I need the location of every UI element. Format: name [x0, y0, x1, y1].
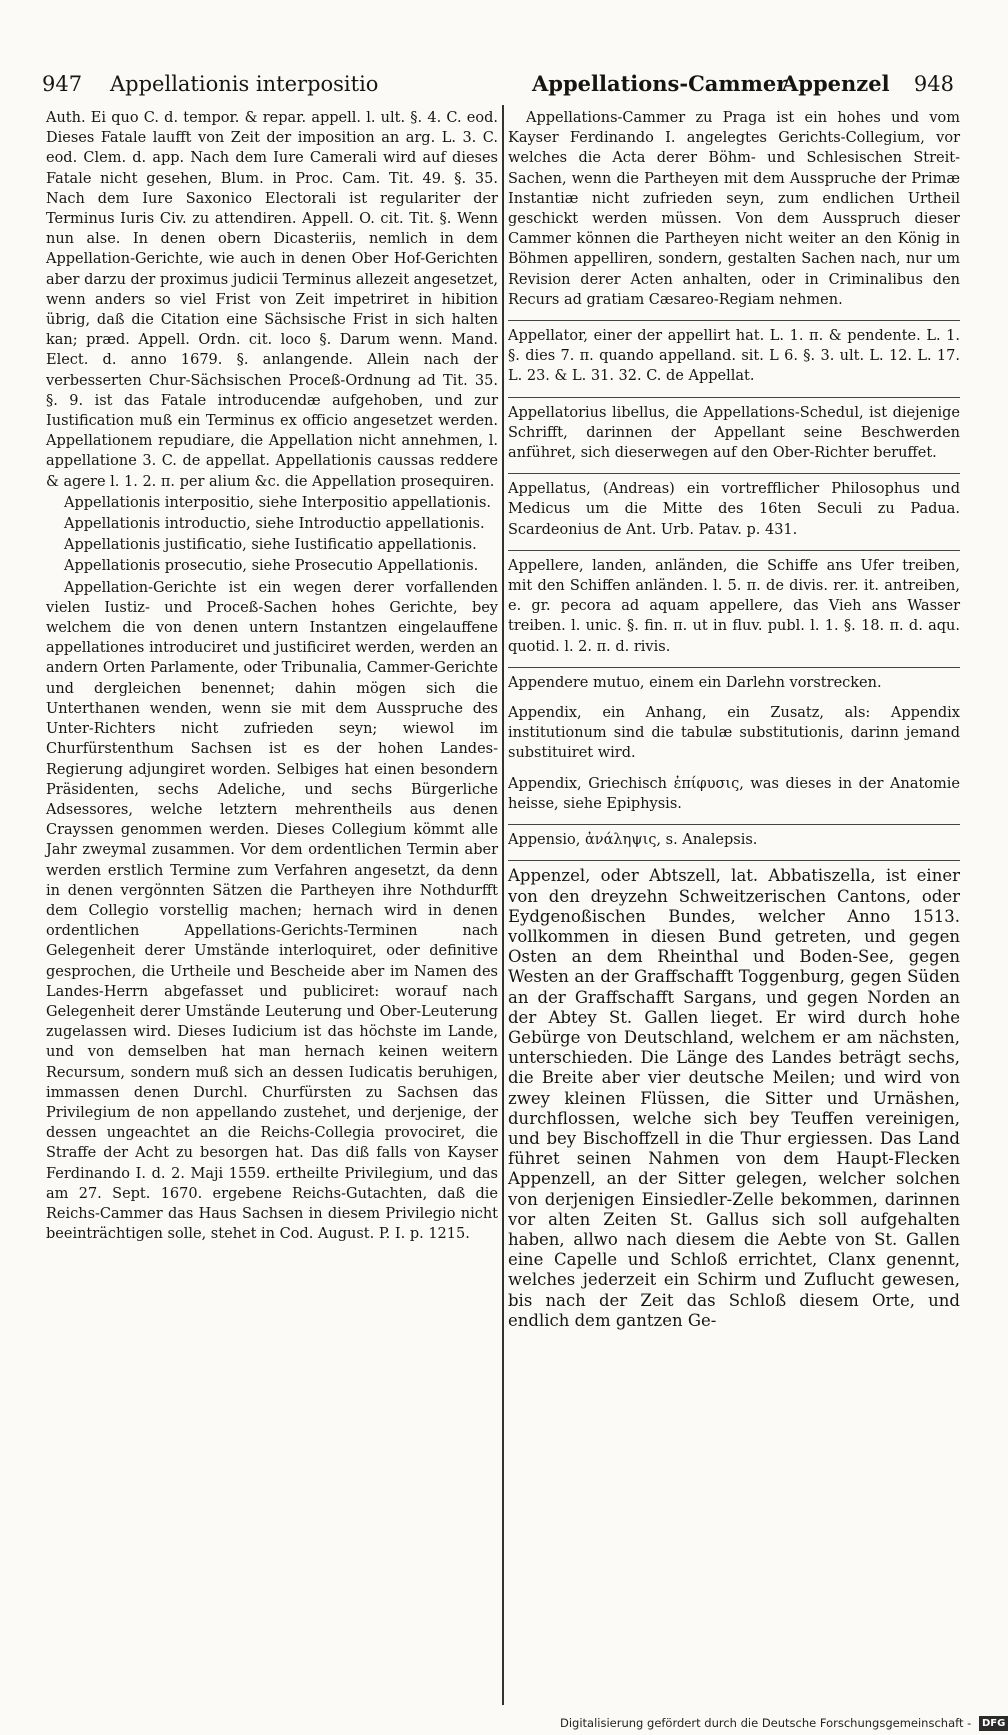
entry-appellationis-justificatio: [46, 535, 498, 555]
entry-text: Appendere mutuo, einem ein Darlehn vorstrecken.: [508, 674, 882, 691]
dfg-logo: DFG: [979, 1716, 1008, 1731]
entry-fatale: [46, 108, 498, 492]
entry-text: Appellatorius libellus, die Appellations-Schedul, ist diejenige Schrifft, darinnen der Appellant seine Beschwerden anführet, sich dieserwegen auf den Ober-Richter beruffet.: [508, 404, 960, 462]
left-column: [46, 108, 498, 1244]
footer-text: Digitalisierung gefördert durch die Deutsche Forschungsgemeinschaft -: [560, 1716, 972, 1730]
entry-text: Appellations-Cammer zu Praga ist ein hohes und vom Kayser Ferdinando I. angelegtes Gerichts-Collegium, vor welches die Acta derer Böhm- und Schlesischen Streit-Sachen, wenn die Partheyen mit dem Ausspruche der Primæ Instantiæ nicht zufrieden seyn, zum endlichen Urtheil geschickt werden müssen. Von dem Ausspruch dieser Cammer können die Partheyen nicht weiter an den König in Böhmen appelliren, sondern, gestalten Sachen nach, nur um Revision derer Acten anhalten, oder in Criminalibus den Recurs ad gratiam Cæsareo-Regiam nehmen.: [508, 110, 960, 308]
entry-text: Appensio, ἀνάληψις, s. Analepsis.: [508, 832, 758, 849]
entry-text: Appenzel, oder Abtszell, lat. Abbatiszella, ist einer von den dreyzehn Schweitzerischen Cantons, oder Eydgenoßischen Bundes, welcher Anno 1513. vollkommen in diesen Bund getreten, und gegen Osten an dem Rheinthal und Boden-See, gegen Westen an der Graffschafft Toggenburg, gegen Süden an der Graffschafft Sargans, und gegen Norden an der Abtey St. Gallen lieget. Er wird durch hohe Gebürge von Deutschland, welchem er am nächsten, unterschieden. Die Länge des Landes beträgt sechs, die Breite aber vier deutsche Meilen; und wird von zwey kleinen Flüssen, die Sitter und Urnäshen, durchflossen, welche sich bey Teuffen vereinigen, und bey Bischoffzell in die Thur ergiessen. Das Land führet seinen Nahmen von dem Haupt-Flecken Appenzell, an der Sitter gelegen, welcher solchen von derjenigen Einsiedler-Zelle bekommen, darinnen vor alten Zeiten St. Gallus sich soll aufgehalten haben, allwo nach diesem die Aebte von St. Gallen eine Capelle und Schloß errichtet, Clanx genennt, welches jederzeit ein Schirm und Zuflucht gewesen, bis nach der Zeit das Schloß diesem Orte, und endlich dem gantzen Ge-: [508, 866, 960, 1330]
entry-appensio: [508, 824, 960, 850]
entry-text: Appellatus, (Andreas) ein vortrefflicher Philosophus und Medicus um die Mitte des 16ten Seculi zu Padua. Scardeonius de Ant. Urb. Patav. p. 431.: [508, 481, 960, 538]
entry-appenzel: [508, 860, 960, 1331]
running-header: [42, 62, 954, 102]
entry-text: Appellationis interpositio, siehe Interpositio appellationis.: [64, 494, 491, 511]
entry-text: Appellation-Gerichte ist ein wegen derer vorfallenden vielen Iustiz- und Proceß-Sachen hohes Gerichte, bey welchem die von denen untern Instantzen eingelauffene appellationes introduciret und justificiret werden, werden an andern Orten Parlamente, oder Tribunalia, Cammer-Gerichte und dergleichen benennet; dahin mögen sich die Unterthanen wenden, wenn sie mit dem Ausspruche des Unter-Richters nicht zufrieden seyn; wiewol im Churfürstenthum Sachsen ist es der hohen Landes-Regierung adjungiret worden. Selbiges hat einen besondern Präsidenten, sechs Adeliche, und sechs Bürgerliche Adsessores, welche letztern mehrentheils aus denen Crayssen genommen werden. Dieses Collegium kömmt alle Jahr zweymal zusammen. Vor dem ordentlichen Termin aber werden erstlich Termine zum Verfahren angesetzt, da denn in denen vergönnten Sätzen die Partheyen ihre Nothdurfft dem Collegio vorstellig machen; hernach wird in denen ordentlichen Appellations-Gerichts-Terminen nach Gelegenheit derer Umstände interloquiret, oder definitive gesprochen, die Urtheile und Bescheide aber im Namen des Landes-Herrn abgefasset und publiciret: worauf nach Gelegenheit derer Umstände Leuterung und Ober-Leuterung zugelassen wird. Dieses Iudicium ist das höchste im Lande, und von demselben hat man hernach keinen weitern Recursum, sondern muß sich an dessen Iudicatis beruhigen, immassen denen Durchl. Churfürsten zu Sachsen das Privilegium de non appellando zustehet, und derjenige, der dessen ungeachtet an die Reichs-Collegia provociret, die Straffe der Acht zu besorgen hat. Das diß falls von Kayser Ferdinando I. d. 2. Maji 1559. ertheilte Privilegium, und das am 27. Sept. 1670. ergebene Reichs-Gutachten, daß die Reichs-Cammer das Haus Sachsen in diesem Privilegio nicht beeinträchtigen solle, stehet in Cod. August. P. I. p. 1215.: [46, 579, 498, 1243]
header-title-left: Appellationis interpositio: [110, 72, 379, 96]
page-number-right: 948: [913, 72, 954, 96]
entry-appellation-gerichte: [46, 578, 498, 1245]
header-title-right-2: Appenzel: [782, 71, 890, 96]
entry-appellationis-introductio: [46, 514, 498, 534]
digitization-footer: [560, 1712, 1006, 1734]
entry-appellator: [508, 320, 960, 387]
entry-text: Appendix, Griechisch ἐπίφυσις, was dieses in der Anatomie heisse, siehe Epiphysis.: [508, 775, 960, 812]
entry-appellere: [508, 550, 960, 657]
entry-appendix-epiphysis: [508, 774, 960, 814]
right-column: [508, 108, 960, 1341]
entry-text: Auth. Ei quo C. d. tempor. & repar. appell. l. ult. §. 4. C. eod. Dieses Fatale laufft von Zeit der imposition an arg. L. 3. C. eod. Clem. d. app. Nach dem Iure Camerali wird auf dieses Fatale nicht gesehen, Blum. in Proc. Cam. Tit. 49. §. 35. Nach dem Iure Saxonico Electorali ist regulariter der Terminus Iuris Civ. zu attendiren. Appell. O. cit. Tit. §. Wenn nun alse. In denen obern Dicasteriis, nemlich in dem Appellation-Gerichte, wie auch in denen Ober Hof-Gerichten aber darzu der proximus judicii Terminus allezeit angesetzet, wenn anders so viel Frist von Zeit impetriret in hibition übrig, daß die Citation eine Sächsische Frist in sich halten kan; præd. Appell. Ordn. cit. loco §. Darum wenn. Mand. Elect. d. anno 1679. §. anlangende. Allein nach der verbesserten Chur-Sächsischen Proceß-Ordnung ad Tit. 35. §. 9. ist das Fatale introducendæ aufgehoben, und zur Iustification muß ein Terminus ex officio angesetzet werden. Appellationem repudiare, die Appellation nicht annehmen, l. appellatione 3. C. de appellat. Appellationis caussas reddere & agere l. 1. 2. π. per alium &c. die Appellation prosequiren.: [46, 110, 498, 490]
entry-appendere-mutuo: [508, 667, 960, 693]
entry-appellations-cammer: [508, 108, 960, 310]
entry-text: Appellationis introductio, siehe Introductio appellationis.: [64, 516, 485, 533]
column-divider: [502, 105, 504, 1705]
entry-text: Appellationis justificatio, siehe Iustificatio appellationis.: [64, 537, 477, 554]
entry-text: Appellere, landen, anländen, die Schiffe ans Ufer treiben, mit den Schiffen anländen. l. 5. π. de divis. rer. it. antreiben, e. gr. pecora ad aquam appellere, das Vieh ans Wasser treiben. l. unic. §. fin. π. ut in fluv. publ. l. 1. §. 18. π. d. aqu. quotid. l. 2. π. d. rivis.: [508, 557, 960, 655]
header-title-right-1: Appellations-Cammer: [532, 71, 788, 96]
entry-appellatorius-libellus: [508, 397, 960, 464]
entry-appendix-institutionum: [508, 703, 960, 764]
entry-text: Appendix, ein Anhang, ein Zusatz, als: Appendix institutionum sind die tabulæ substitutionis, darinn jemand substituiret wird.: [508, 705, 960, 762]
entry-appellatus: [508, 473, 960, 540]
entry-text: Appellator, einer der appellirt hat. L. 1. π. & pendente. L. 1. §. dies 7. π. quando appelland. sit. L 6. §. 3. ult. L. 12. L. 17. L. 23. & L. 31. 32. C. de Appellat.: [508, 328, 960, 385]
entry-appellationis-prosecutio: [46, 556, 498, 576]
entry-text: Appellationis prosecutio, siehe Prosecutio Appellationis.: [64, 558, 479, 575]
entry-appellationis-interpositio: [46, 493, 498, 513]
page-number-left: 947: [42, 72, 83, 96]
